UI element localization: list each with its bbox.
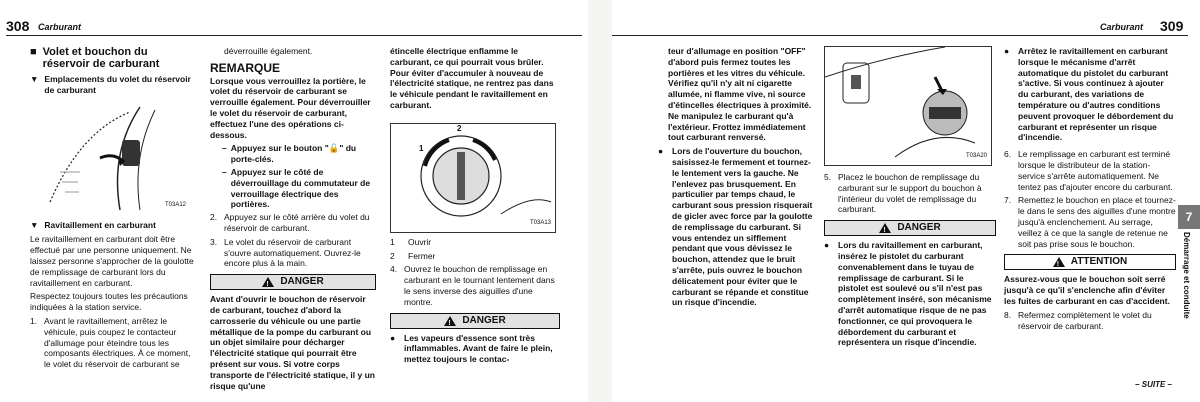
chapter-label: Démarrage et conduite [1182, 232, 1191, 319]
fuel-cap-illustration [391, 124, 555, 232]
danger-continued: teur d'allumage en position "OFF" d'abord puis fermez toutes les portières et les vitres du véhicule. Vérifiez qu'il n'y ait ni cigarette allumée, ni flamme vive, ni source d'étincelles électriques à proximité. Ne manipulez le carburant qu'à l'extérieur. Frottez immédiatement tout carburant renversé. [668, 46, 812, 143]
car-rear-illustration [40, 102, 190, 214]
warning-icon: ! [1053, 257, 1065, 267]
figure-fuel-cap [390, 123, 556, 233]
remarque-text: Lorsque vous verrouillez la portière, le volet du réservoir de carburant se verrouille également. Pour déverrouiller le volet du réservoir de carburant, effectuez l'une des opérations ci-dessous. [210, 75, 371, 140]
step-5: 5. Placez le bouchon de remplissage du carburant sur le support du bouchon à l'intérieur du volet de remplissage du carburant. [824, 172, 982, 215]
warning-icon: ! [444, 316, 456, 326]
page-number: 308 [6, 18, 30, 34]
danger-bullet: ● Les vapeurs d'essence sont très inflammables. Avant de faire le plein, mettez toujours le contac- [390, 332, 553, 365]
section-title: ■ Volet et bouchon du réservoir de carburant [30, 46, 160, 70]
cap-holder-illustration [825, 47, 991, 165]
right-column-1 [658, 46, 816, 311]
triangle-bullet-icon: ▼ [30, 74, 39, 84]
square-bullet-icon: ■ [30, 46, 37, 58]
legend-item: 1 Ouvrir [390, 236, 432, 247]
right-column-2 [824, 46, 996, 351]
danger-header: ! DANGER [824, 220, 996, 236]
warning-icon: ! [879, 223, 891, 233]
figure-legend [390, 237, 560, 262]
step-7: 7. Remettez le bouchon en place et tournez-le dans le sens des aiguilles d'une montre jusqu'à enclenchement. Au serrage, veillez à ce que la sangle de retenue ne soit pas prise sous le bouchon. [1004, 195, 1176, 249]
warning-icon: ! [262, 277, 274, 287]
danger-continued: étincelle électrique enflamme le carburant, ce qui pourrait vous brûler. Pour éviter d'accumuler à nouveau de l'électricité statique, ne rentrez pas dans le véhicule pendant le ravitaillement en carburant. [390, 46, 554, 110]
paragraph: Le ravitaillement en carburant doit être effectué par une personne uniquement. Ne laissez personne s'approcher de la goulotte de remplissage de carburant lors du ravitaillement en carburant. [30, 234, 194, 288]
page-number: 309 [1160, 18, 1184, 34]
paragraph: Respectez toujours toutes les précautions indiquées à la station service. [30, 291, 188, 313]
header-rule [6, 35, 582, 36]
right-column-3 [1004, 46, 1176, 334]
step-3: 3. Le volet du réservoir de carburant s'ouvre automatiquement. Ouvrez-le encore plus à la main. [210, 236, 361, 269]
step-6: 6. Le remplissage en carburant est terminé lorsque le distributeur de la station-service s'arrête automatiquement. Ne tentez pas d'ajouter encore du carburant. [1004, 149, 1173, 192]
attention-header: ! ATTENTION [1004, 254, 1176, 270]
figure-code: T03A13 [529, 219, 551, 226]
danger-text: Avant d'ouvrir le bouchon de réservoir de carburant, touchez d'abord la carrosserie du véhicule ou une partie métallique de la pompe du carburant ou un objet similaire pour décharger l'électricité statique qui pourrait être présent sur vous. Si votre corps transporte de l'électricité statique, il y un risque qu'une [210, 294, 375, 391]
right-page [612, 0, 1200, 402]
figure-label-1: 1 [419, 143, 424, 153]
left-column-3 [390, 46, 560, 368]
legend-item: 2 Fermer [390, 250, 436, 261]
running-title: Carburant [38, 22, 82, 32]
left-column-2 [210, 46, 376, 394]
danger-header: ! DANGER [210, 274, 376, 290]
continue-label: – SUITE – [1135, 380, 1172, 389]
subsection-title-refuel: ▼ Ravitaillement en carburant [30, 219, 156, 230]
step-2: 2. Appuyez sur le côté arrière du volet du réservoir de carburant. [210, 212, 370, 233]
danger-bullet: ● Lors de l'ouverture du bouchon, saisissez-le fermement et tournez-le lentement vers la gauche. Ne l'enlevez pas brusquement. En particulier par temps chaud, le carburant sous pression risquerait de gicler avec force par la goulotte de remplissage du carburant. Si vous entendez un sifflement pendant que vous dévissez le bouchon, attendez que le bruit s'arrête, puis ouvrez le bouchon délicatement pour éviter que le carburant se répande et constitue un risque d'incendie. [658, 146, 813, 308]
remarque-sub-2: – Appuyez sur le côté de déverrouillage du commutateur de verrouillage électrique des portières. [222, 166, 371, 210]
subsection-title-locations: ▼ Emplacements du volet du réservoir de carburant [30, 74, 191, 95]
triangle-bullet-icon: ▼ [30, 219, 39, 230]
danger-header: ! DANGER [390, 313, 560, 329]
left-column-1 [30, 46, 196, 373]
continued-text: déverrouille également. [224, 46, 313, 56]
remarque-sub-1: – Appuyez sur le bouton "🔓" du porte-clés. [222, 143, 357, 165]
chapter-tab: 7 [1178, 205, 1200, 229]
figure-fuel-door-location [40, 102, 190, 214]
attention-text: Assurez-vous que le bouchon soit serré jusqu'à ce qu'il s'enclenche afin d'éviter les fuites de carburant en cas d'accident. [1004, 274, 1170, 306]
left-page [0, 0, 588, 402]
header-rule [612, 35, 1188, 36]
figure-code: T03A20 [965, 153, 987, 160]
figure-code: T03A12 [164, 201, 186, 208]
danger-bullet: ● Lors du ravitaillement en carburant, insérez le pistolet du carburant convenablement dans le tuyau de remplissage de carburant. Si le pistolet est soulevé ou s'il n'est pas complètement inséré, son mécanisme d'arrêt automatique risque de ne pas fonctionner, ce qui provoquera le débordement du carburant et représentera un risque d'incendie. [824, 240, 992, 348]
step-4: 4. Ouvrez le bouchon de remplissage en carburant en le tournant lentement dans le sens inverse des aiguilles d'une montre. [390, 264, 555, 307]
figure-label-2: 2 [457, 123, 462, 133]
danger-bullet: ● Arrêtez le ravitaillement en carburant lorsque le mécanisme d'arrêt automatique du pistolet du carburant s'active. Si vous continuez à ajouter du carburant, des variations de température ou d'autres conditions peuvent provoquer le débordement du carburant et représenter un risque d'incendie. [1004, 46, 1174, 143]
remarque-title: REMARQUE [210, 60, 281, 75]
running-title: Carburant [1100, 22, 1144, 32]
step-8: 8. Refermez complètement le volet du réservoir de carburant. [1004, 309, 1152, 331]
step-1: 1. Avant le ravitaillement, arrêtez le véhicule, puis coupez le contacteur d'allumage pour éteindre tous les composants électriques. À ce moment, le volet du réservoir de carburant se [30, 315, 191, 370]
figure-fuel-cap-holder [824, 46, 992, 166]
